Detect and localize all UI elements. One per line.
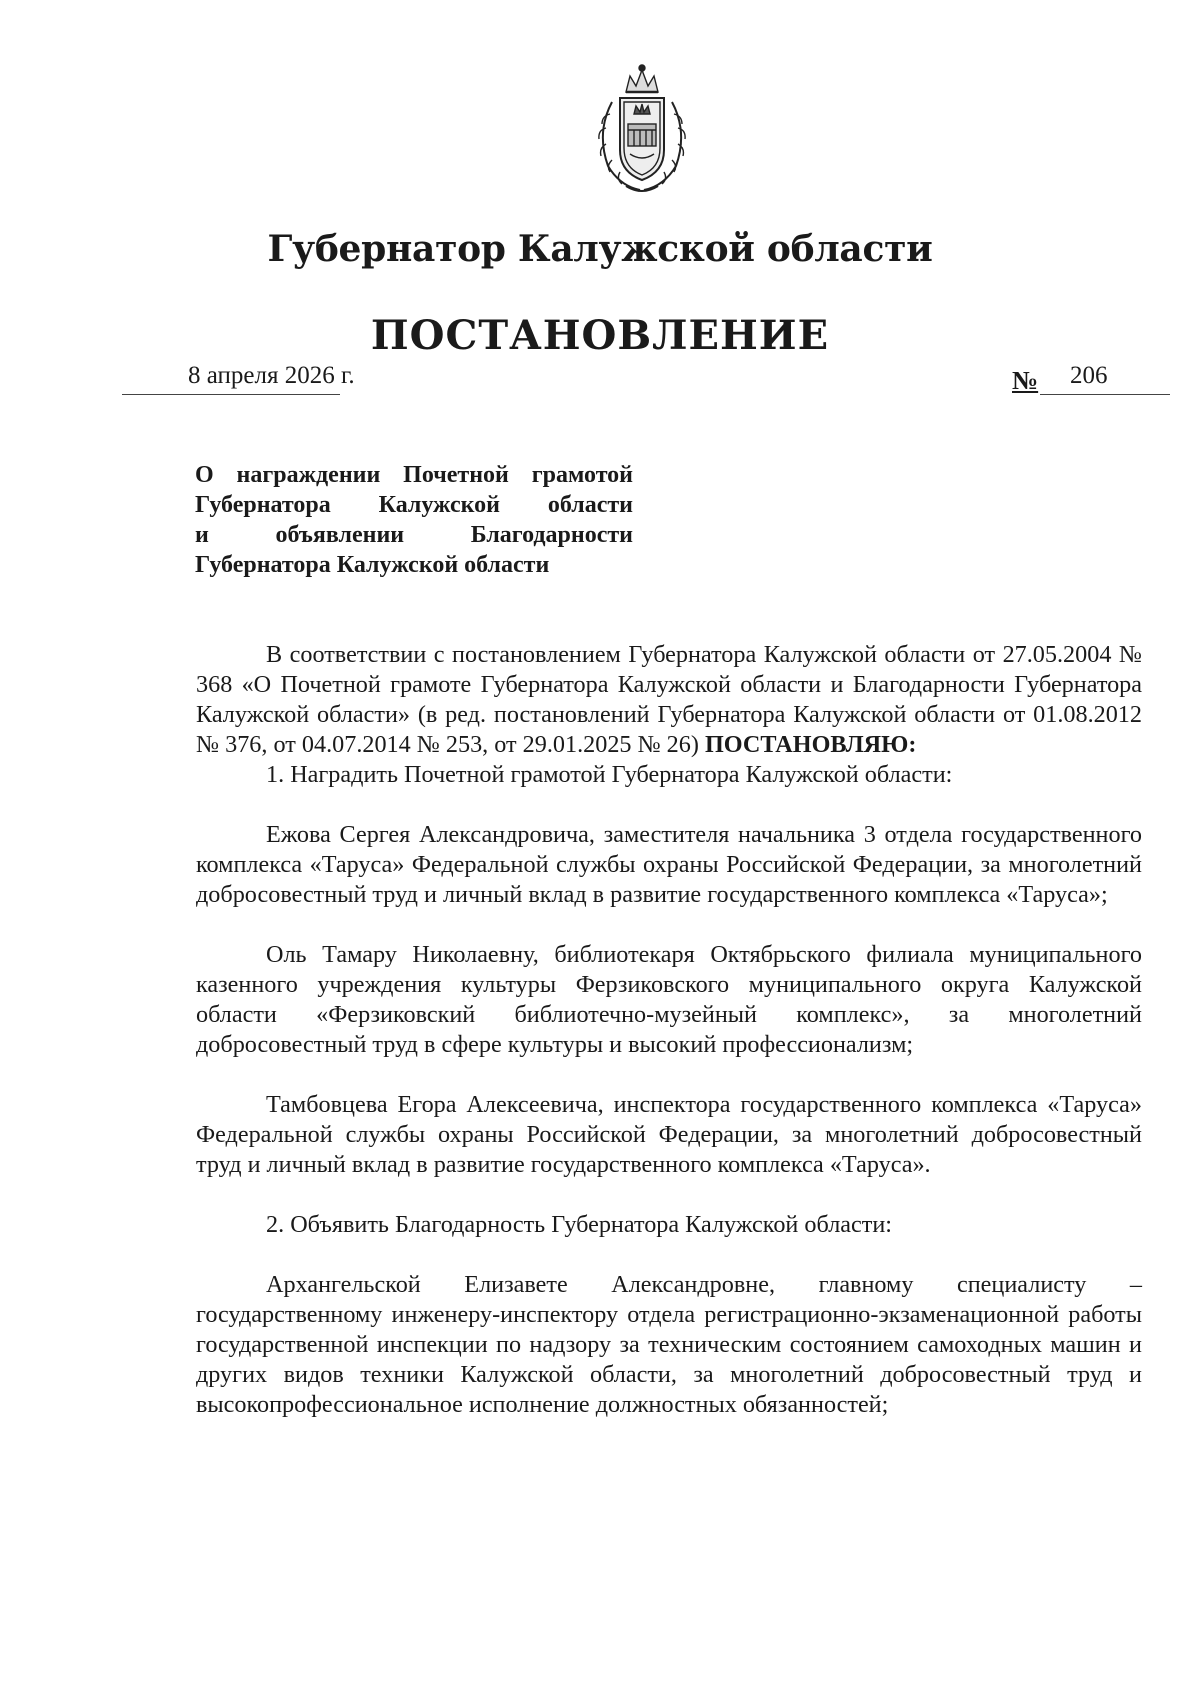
awardee-paragraph: Ежова Сергея Александровича, заместителя начальника 3 отдела государственного комплекса «Таруса» Федеральной службы охраны Российской Федерации, за многолетний добросовестный труд и личный вклад в развитие государственного комплекса «Таруса»;	[196, 821, 1142, 908]
subject-line: Губернатора Калужской области	[195, 492, 633, 518]
awardee-paragraph: Тамбовцева Егора Алексеевича, инспектора государственного комплекса «Таруса» Федеральной службы охраны Российской Федерации, за многолетний добросовестный труд и личный вклад в развитие государственного комплекса «Таруса».	[196, 1091, 1142, 1178]
subject-line: О награждении Почетной грамотой	[195, 462, 633, 488]
document-type-title: ПОСТАНОВЛЕНИЕ	[370, 312, 830, 359]
item-2-heading: 2. Объявить Благодарность Губернатора Калужской области:	[266, 1211, 892, 1238]
document-date: 8 апреля 2026 г.	[188, 362, 355, 389]
thanked-paragraph: Архангельской Елизавете Александровне, главному специалисту – государственному инженеру-инспектору отдела регистрационно-экзаменационной работы государственной инспекции по надзору за техническим состоянием самоходных машин и других видов техники Калужской области, за многолетний добросовестный труд и высокопрофессиональное исполнение должностных обязанностей;	[196, 1271, 1142, 1418]
preamble-paragraph	[196, 640, 1142, 760]
awardee-paragraph: Оль Тамару Николаевну, библиотекаря Октябрьского филиала муниципального казенного учреждения культуры Ферзиковского муниципального округа Калужской области «Ферзиковский библиотечно-музейный комплекс», за многолетний добросовестный труд в сфере культуры и высокий профессионализм;	[196, 941, 1142, 1058]
decree-word: ПОСТАНОВЛЯЮ:	[704, 731, 917, 758]
number-sign: №	[1012, 366, 1039, 395]
document-body	[196, 640, 1142, 1420]
issuing-authority: Губернатор Калужской области	[267, 228, 933, 270]
document-subject	[195, 460, 633, 580]
preamble-text: В соответствии с постановлением Губернатора Калужской области от 27.05.2004 № 368 «О Почетной грамоте Губернатора Калужской области и Благодарности Губернатора Калужской области» (в ред. постановлений Губернатора Калужской области от 01.08.2012 № 376, от 04.07.2014 № 253, от 29.01.2025 № 26)	[196, 641, 1142, 758]
number-underline	[1040, 394, 1170, 395]
subject-line: и объявлении Благодарности	[195, 522, 633, 548]
coat-of-arms-emblem-icon	[590, 62, 694, 198]
document-number: 206	[1070, 362, 1108, 389]
subject-line: Губернатора Калужской области	[195, 552, 550, 578]
item-1-heading: 1. Наградить Почетной грамотой Губернатора Калужской области:	[266, 761, 953, 788]
date-underline	[122, 394, 340, 395]
